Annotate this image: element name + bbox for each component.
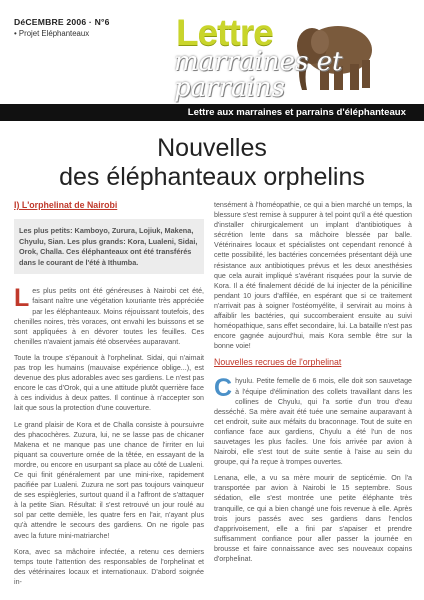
masthead-title: Lettre: [176, 12, 273, 53]
issue-date: DéCEMBRE 2006 · N°6: [14, 17, 110, 27]
left-column: [14, 200, 204, 593]
headline-line1: Nouvelles: [157, 134, 267, 162]
section1-paragraph-4: Kora, avec sa mâchoire infectée, a retenu ces derniers temps toute l'attention des responsables de l'orphelinat et des vétérinaires locaux et internationaux. D'abord soignée in-: [14, 547, 204, 586]
section2-paragraph-1: Chyulu. Petite femelle de 6 mois, elle doit son sauvetage à l'équipe d'élimination des collets travaillant dans les collines de Chyulu, qui l'a sortie d'un trou d'eau desséché. Sa mère avait été tuée une semaine auparavant à cet endroit, suite aux méfaits du braconnage. Tout de suite en confiance face aux gardiens, Chyulu a été l'un de nos sauvetages les plus faciles. Une fois arrivée par avion à Nairobi, elle s'est tout de suite sentie à l'aise au sein du groupe, qui l'a reçue à trompes ouvertes.: [214, 374, 412, 467]
masthead-subtitle: marraines et parrains: [174, 47, 343, 103]
intro-box: Les plus petits: Kamboyo, Zurura, Lojiuk, Makena, Chyulu, Sian. Les plus grands: Kora, Lualeni, Sidai, Orok, Challa. Ces éléphanteaux ont été transférés dans le courant de l'été à Ithumba.: [14, 219, 204, 274]
right-column: [214, 200, 412, 570]
dropcap: C: [214, 374, 233, 403]
banner-bar: [0, 104, 424, 121]
section1-paragraph-2: Toute la troupe s'épanouit à l'orphelinat. Sidai, qui n'aimait pas trop les humains (mauvaise expérience oblige...), est devenue des plus adorables avec ses gardiens. Le n'est pas encore le cas d'Orok, qui a une attitude plutôt querrière face à ces individus à deux pattes. Il continue à n'accepter son lait que sous la protection d'une couverture.: [14, 353, 204, 413]
section1-paragraph-3: Le grand plaisir de Kora et de Challa consiste à poursuivre des phacochères. Zuzura, lui, ne se lasse pas de chicaner Makena et ne manque pas une chance de l'irriter en lui piquant sa couverture ornée de la têtée, en essayant de la mordre, ou encore en usurpant sa place au côté de Lualeni. Ce qui finit généralement par une mini-rixe, rapidement pacifiée par Lualeni. Zuzura ne sort pas toujours vainqueur de ses espiègleries, surtout quand il a l'affront de s'attaquer à la petite Sian. Résultat: il s'est retrouvé un jour roulé au sol par cette demièle, les quatre fers en l'air, n'ayant plus qu'à attendre le secours des gardiens. On ne rigole pas avec la future mini-matriarche!: [14, 420, 204, 540]
dropcap: L: [14, 284, 30, 313]
section2-title: Nouvelles recrues de l'orphelinat: [214, 357, 342, 368]
headline: [0, 134, 424, 192]
banner-text: Lettre aux marraines et parrains d'éléphanteaux: [187, 107, 406, 118]
section2-paragraph-2: Lenana, elle, a vu sa mère mourir de septicémie. On l'a transportée par avion à Nairobi le 15 septembre. Sous sédation, elle s'est montrée une petite éléphante très tranquille, ce qui a bien changé une fois revenue à elle. Après trois jours passés avec ses gardiens dans l'enclos d'apprivoisement, elle a fini par s'apaiser et prendre suffisamment confiance pour aller passer la journée en brousse et faire connaissance avec ses nouveaux copains d'orphelinat.: [214, 474, 412, 563]
project-label: • Projet Eléphanteaux: [14, 29, 90, 38]
headline-line2: des éléphanteaux orphelins: [59, 163, 365, 191]
section1-title: I) L'orphelinat de Nairobi: [14, 200, 118, 210]
section1-continuation: tensément à l'homéopathie, ce qui a bien marché un temps, la blessure s'est remise à suppurer à tel point qu'il a été question d'installer chirurgicalement un implant d'antibiotiques à sécrétion lente dans sa mâchoire blessée par balle. Vétérinaires locaux et spécialistes ont cependant renoncé à cette possibilité, les bactéries concernées présentant déjà une résistance aux antibiotiques prévus et les deux anesthésies que cela aurait impliqué s'avérant risquées pour la survie de Kora. Il a été finalement décidé de lui injecter de la pénicilline pendant 10 jours d'affilée, en espérant que si ce traitement n'arrivait pas à soigner l'ostéomyélite, il servirait au moins à affaiblir les bactéries, qui succomberaient ensuite au suivi homéopathique, sans effet secondaire, lui. La bataille n'est pas encore gagnée aujourd'hui, mais Kora semble être sur la bonne voie!: [214, 201, 412, 351]
masthead: [0, 0, 424, 103]
section1-paragraph-1: Les plus petits ont été généreuses à Nairobi cet été, faisant naître une végétation luxuriante très appréciée par les éléphanteaux. Moins réjouissant toutefois, des chenilles noires, très voraces, ont envahi les buissons et se sont appliquées à en dévorer toutes les feuilles. Ces chenilles n'avaient jamais été observées auparavant.: [14, 284, 204, 346]
